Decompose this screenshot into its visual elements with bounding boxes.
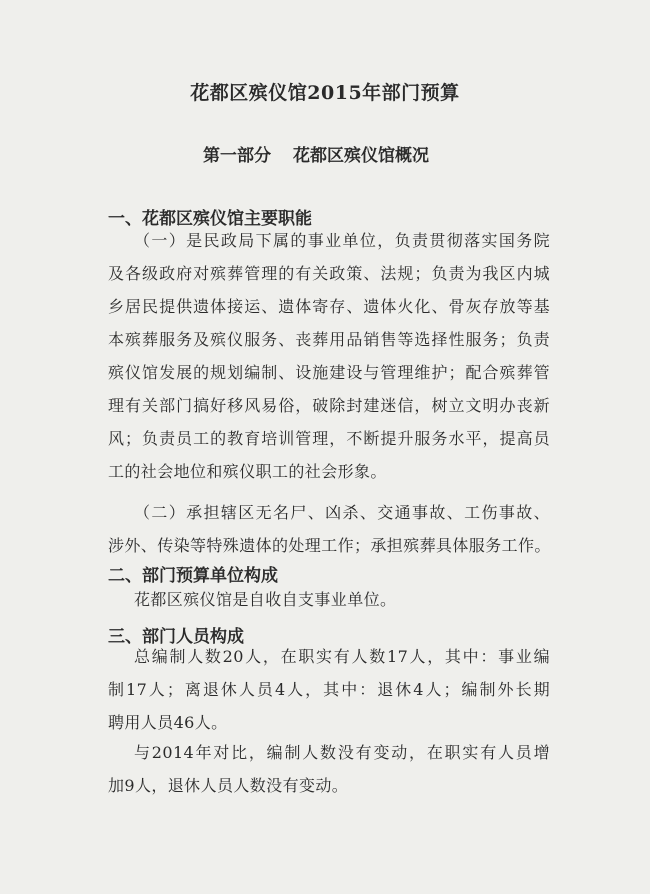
section-2-paragraph-1 — [108, 583, 550, 616]
paragraph-line: 理有关部门搞好移风易俗，破除封建迷信，树立文明办丧新 — [108, 396, 550, 415]
paragraph-line: 工的社会地位和殡仪职工的社会形象。 — [108, 462, 387, 481]
paragraph-line: 涉外、传染等特殊遗体的处理工作；承担殡葬具体服务工作。 — [108, 536, 551, 555]
paragraph-line: 本殡葬服务及殡仪服务、丧葬用品销售等选择性服务；负责 — [108, 330, 550, 349]
section-3-heading: 三、部门人员构成 — [108, 627, 244, 647]
section-3-paragraph-1 — [108, 640, 550, 739]
section-1-paragraph-1 — [108, 224, 550, 488]
section-1-paragraph-2 — [108, 496, 550, 562]
paragraph-line: 加9人，退休人员人数没有变动。 — [108, 776, 349, 795]
section-2-heading: 二、部门预算单位构成 — [108, 566, 278, 586]
paragraph-line: 总编制人数20人，在职实有人数17人，其中：事业编 — [134, 647, 550, 666]
paragraph-line: 风；负责员工的教育培训管理，不断提升服务水平，提高员 — [108, 429, 550, 448]
paragraph-line: 制17人；离退休人员4人，其中：退休4人；编制外长期 — [108, 680, 550, 699]
paragraph-line: （二）承担辖区无名尸、凶杀、交通事故、工伤事故、 — [134, 503, 550, 522]
paragraph-line: 乡居民提供遗体接运、遗体寄存、遗体火化、骨灰存放等基 — [108, 297, 550, 316]
part-heading — [203, 141, 429, 166]
paragraph-line: 花都区殡仪馆是自收自支事业单位。 — [134, 590, 397, 609]
paragraph-line: 聘用人员46人。 — [108, 713, 228, 732]
paragraph-line: （一）是民政局下属的事业单位，负责贯彻落实国务院 — [134, 231, 550, 250]
paragraph-line: 与2014年对比，编制人数没有变动，在职实有人员增 — [134, 743, 550, 762]
paragraph-line: 及各级政府对殡葬管理的有关政策、法规；负责为我区内城 — [108, 264, 550, 283]
document-title: 花都区殡仪馆2015年部门预算 — [190, 82, 460, 104]
part-label: 第一部分 — [203, 146, 271, 166]
section-3-paragraph-2 — [108, 736, 550, 802]
section-1-heading: 一、花都区殡仪馆主要职能 — [108, 209, 312, 229]
paragraph-line: 殡仪馆发展的规划编制、设施建设与管理维护；配合殡葬管 — [108, 363, 550, 382]
part-name: 花都区殡仪馆概况 — [293, 146, 429, 166]
